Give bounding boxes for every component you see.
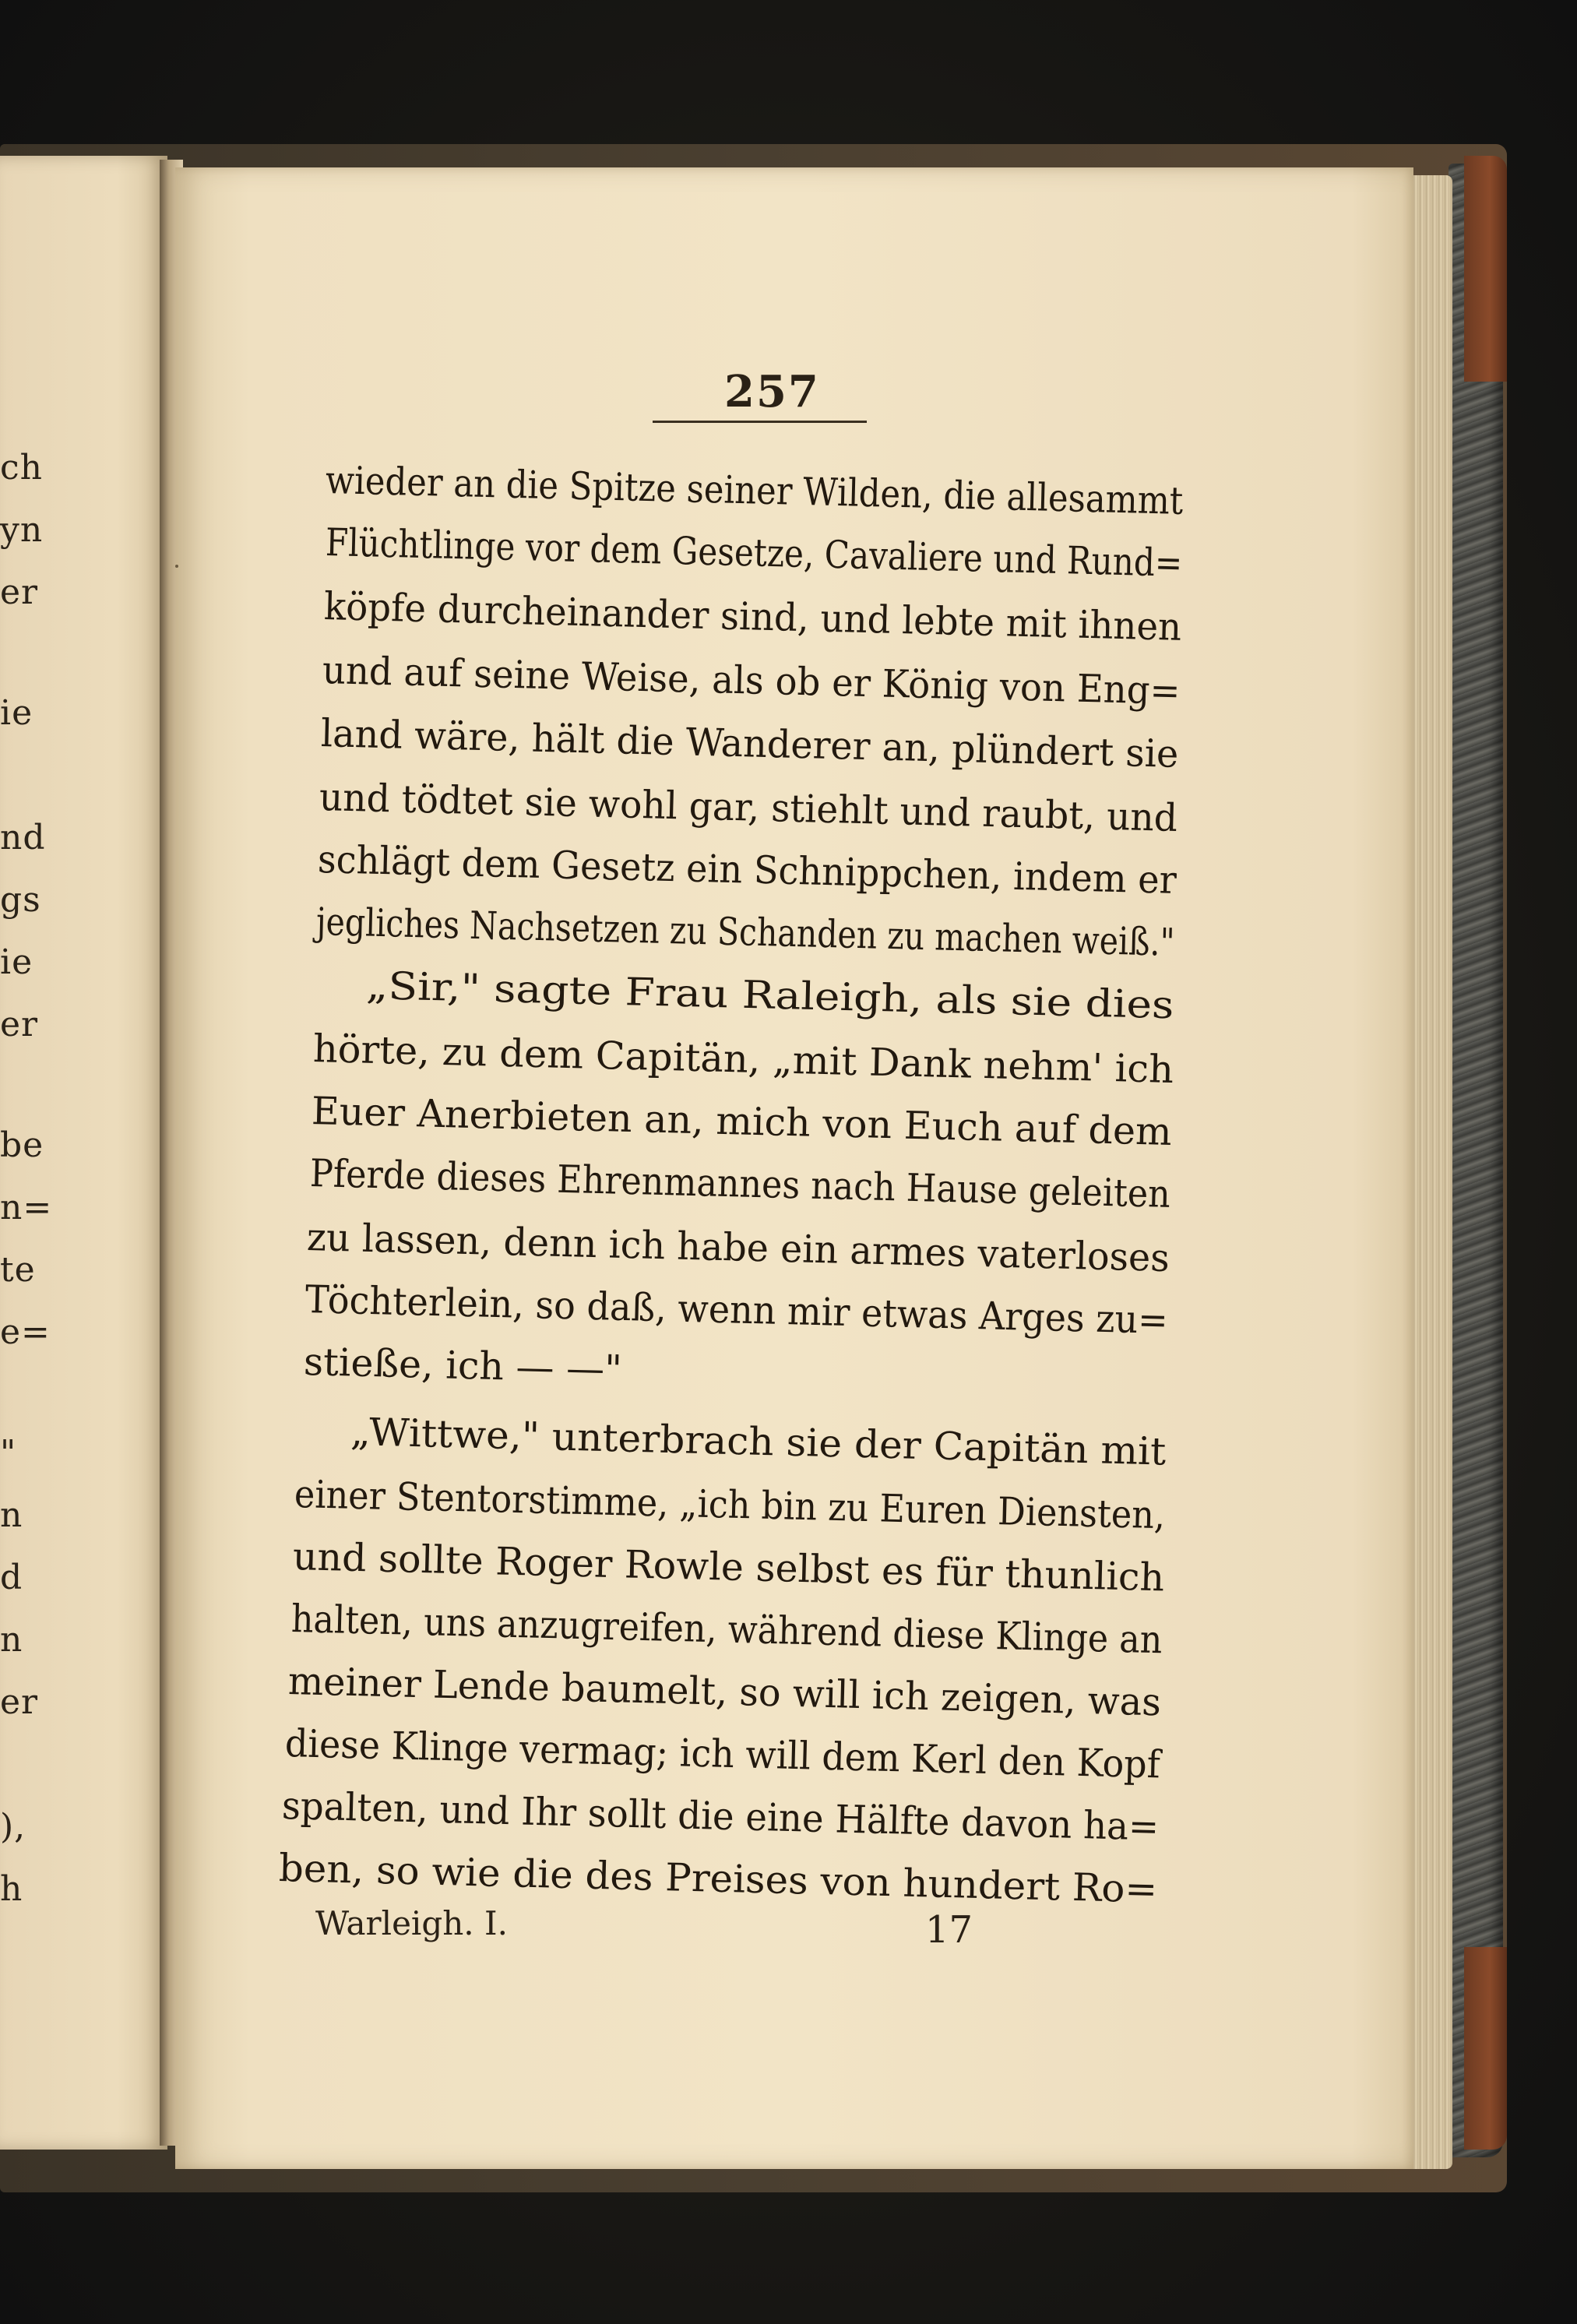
text-line: Pferde dieses Ehrenmannes nach Hause geleiten [309,1151,1171,1217]
text-line: wieder an die Spitze seiner Wilden, die allesammt [325,458,1184,523]
left-fragment: gs [0,880,41,920]
left-fragment: d [0,1558,23,1597]
left-fragment: er [0,572,39,612]
leather-corner-top [1464,156,1507,382]
text-line: stieße, ich — —" [303,1340,623,1392]
text-line: und sollte Roger Rowle selbst es für thunlich [292,1534,1165,1600]
left-fragment: h [0,1869,23,1909]
sheet-number: 17 [925,1908,973,1952]
header-rule [653,421,867,423]
text-line: jegliches Nachsetzen zu Schanden zu machen weiß." [315,900,1176,965]
text-line: land wäre, hält die Wanderer an, plündert sie [320,711,1180,776]
page-number: 257 [724,366,820,417]
leather-corner-bottom [1464,1947,1507,2150]
left-fragment: te [0,1250,36,1290]
left-fragment: be [0,1125,44,1165]
left-fragment: n [0,1620,23,1660]
text-line: Töchterlein, so daß, wenn mir etwas Arges zu= [304,1277,1169,1343]
page-speck [175,565,178,568]
text-line: und auf seine Weise, als ob er König von Eng= [322,648,1181,713]
text-line: ben, so wie die des Preises von hundert Ro= [278,1846,1158,1912]
text-line: meiner Lende baumelt, so will ich zeigen, was [287,1659,1162,1725]
text-line: zu lassen, denn ich habe ein armes vaterloses [306,1215,1170,1281]
text-line: „Wittwe," unterbrach sie der Capitän mit [350,1410,1167,1474]
text-line: hörte, zu dem Capitän, „mit Dank nehm' ich [312,1026,1174,1092]
left-fragment: n [0,1495,23,1535]
text-line: Flüchtlinge vor dem Gesetze, Cavaliere und Rund= [325,520,1183,586]
left-page [0,156,167,2150]
left-fragment: " [0,1433,17,1473]
text-line: halten, uns anzugreifen, während diese Klinge an [290,1597,1163,1663]
left-fragment: n= [0,1188,53,1227]
left-fragment: ie [0,942,33,982]
left-fragment: ie [0,693,33,733]
left-fragment: nd [0,818,46,857]
text-line: spalten, und Ihr sollt die eine Hälfte davon ha= [281,1783,1160,1850]
text-line: und tödtet sie wohl gar, stiehlt und raubt, und [319,775,1178,840]
left-fragment: ), [0,1807,26,1847]
text-line: „Sir," sagte Frau Raleigh, als sie dies [365,963,1174,1028]
text-line: köpfe durcheinander sind, und lebte mit ihnen [323,584,1182,650]
cover-edge [1449,164,1503,2157]
text-line: schlägt dem Gesetz ein Schnippchen, indem er [317,837,1177,903]
text-line: diese Klinge vermag; ich will dem Kerl den Kopf [284,1721,1161,1787]
left-fragment: e= [0,1312,51,1352]
left-fragment: ch [0,448,43,488]
left-fragment: yn [0,510,44,550]
left-fragment: er [0,1005,39,1044]
text-line: einer Stentorstimme, „ich bin zu Euren Diensten, [294,1472,1166,1538]
text-line: Euer Anerbieten an, mich von Euch auf dem [311,1089,1173,1154]
signature-mark: Warleigh. I. [315,1904,508,1942]
left-fragment: er [0,1682,39,1722]
